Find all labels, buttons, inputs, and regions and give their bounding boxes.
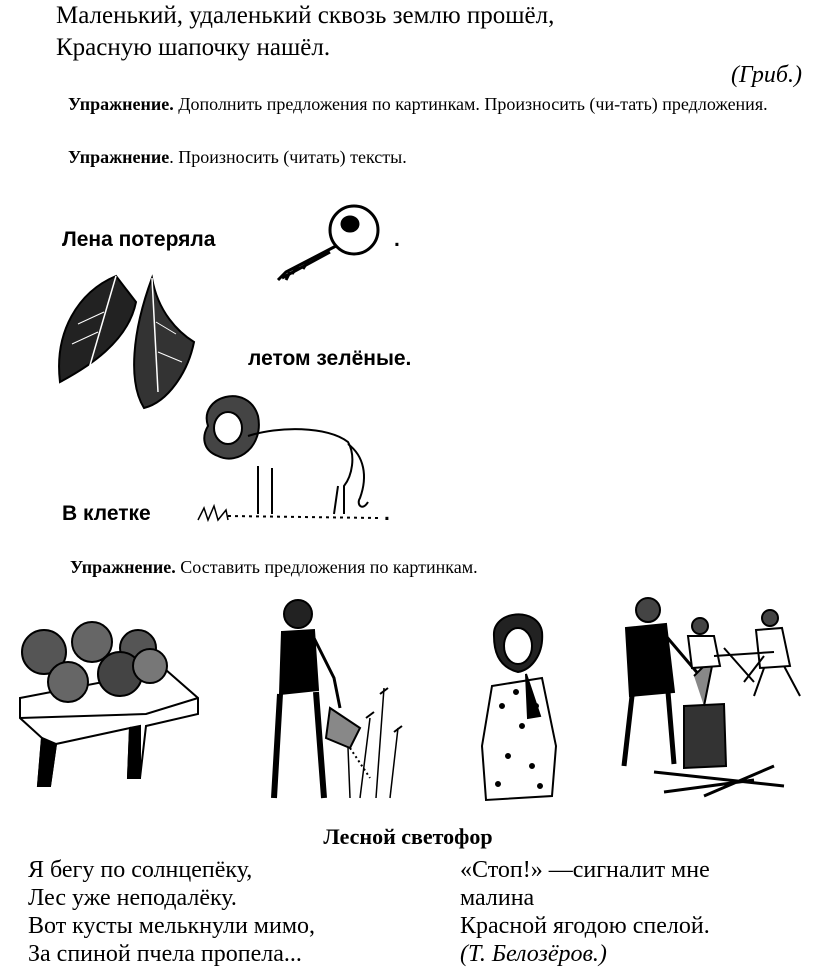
leaves-icon bbox=[48, 272, 198, 412]
poem-right-line-1: «Стоп!» —сигналит мне bbox=[460, 857, 710, 883]
boy-watering-icon bbox=[230, 598, 410, 808]
exercise-1-label: Упражнение. bbox=[68, 94, 174, 114]
exercise-2-label: Упражнение bbox=[68, 147, 170, 167]
poem-left-line-2: Лес уже неподалёку. bbox=[28, 885, 237, 911]
poem-title: Лесной светофор bbox=[323, 824, 493, 849]
key-icon bbox=[268, 200, 388, 290]
exercise-1 bbox=[14, 93, 794, 115]
sentence-1: Лена потеряла bbox=[62, 228, 216, 251]
poem-left-line-4: За спиной пчела пропела... bbox=[28, 941, 302, 967]
apples-icon bbox=[16, 618, 200, 788]
woodcutters-icon bbox=[604, 596, 804, 806]
poem-right-line-2: малина bbox=[460, 885, 535, 911]
sentence-3-period: . bbox=[384, 502, 390, 525]
exercise-3-label: Упражнение. bbox=[70, 557, 176, 577]
sentence-1-period: . bbox=[394, 228, 400, 251]
poem-author: (Т. Белозёров.) bbox=[460, 941, 607, 967]
top-poem-line-1: Маленький, удаленький сквозь землю прошёл, bbox=[56, 2, 555, 29]
exercise-3 bbox=[70, 557, 478, 578]
top-poem-line-2: Красную шапочку нашёл. bbox=[56, 34, 331, 61]
poem-right-column bbox=[460, 856, 710, 968]
poem-right-line-3: Красной ягодою спелой. bbox=[460, 913, 710, 939]
girl-icon bbox=[472, 606, 572, 806]
top-poem-author: (Гриб.) bbox=[730, 62, 802, 88]
poem-left-line-3: Вот кусты мелькнули мимо, bbox=[28, 913, 316, 939]
sentence-3: В клетке bbox=[62, 502, 151, 525]
exercise-2-text: . Произносить (читать) тексты. bbox=[169, 147, 407, 167]
exercise-2 bbox=[68, 147, 407, 168]
exercise-1-text: Дополнить предложения по картинкам. Произносить (чи-тать) предложения. bbox=[178, 94, 768, 114]
poem-left-column bbox=[28, 856, 315, 968]
sentence-2: летом зелёные. bbox=[248, 347, 412, 370]
poem-left-line-1: Я бегу по солнцепёку, bbox=[28, 857, 253, 883]
lion-icon bbox=[188, 386, 388, 526]
top-poem bbox=[56, 0, 554, 64]
exercise-3-text: Составить предложения по картинкам. bbox=[180, 557, 478, 577]
